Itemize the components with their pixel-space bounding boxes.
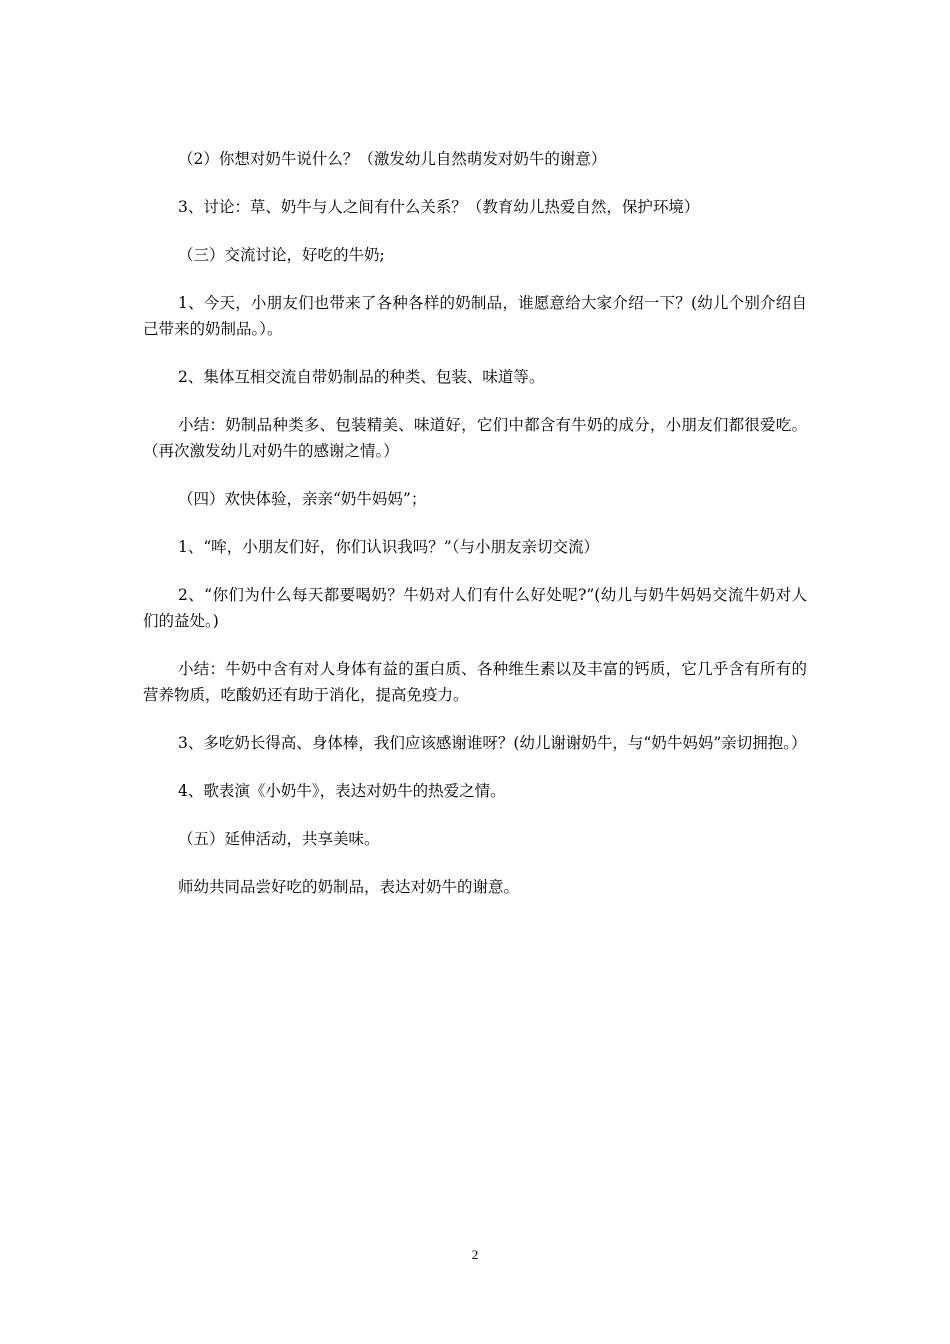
paragraph-item-4: 4、歌表演《小奶牛》，表达对奶牛的热爱之情。 xyxy=(178,782,506,800)
section-heading-5: （五）延伸活动，共享美味。 xyxy=(178,830,380,848)
paragraph-closing: 师幼共同品尝好吃的奶制品，表达对奶牛的谢意。 xyxy=(178,878,520,896)
paragraph-item-1b: 1、“哞，小朋友们好，你们认识我吗？”（与小朋友亲切交流） xyxy=(178,538,599,556)
paragraph-question-2: （2）你想对奶牛说什么？（激发幼儿自然萌发对奶牛的谢意） xyxy=(178,150,607,168)
paragraph-summary-1: 小结：奶制品种类多、包装精美、味道好，它们中都含有牛奶的成分，小朋友们都很爱吃。（再次激发幼儿对奶牛的感谢之情。） xyxy=(143,416,807,460)
section-heading-4: （四）欢快体验，亲亲“奶牛妈妈”； xyxy=(178,490,427,508)
page-number: 2 xyxy=(471,1247,479,1262)
paragraph-item-1: 1、今天，小朋友们也带来了各种各样的奶制品，谁愿意给大家介绍一下？(幼儿个别介绍自己带来的奶制品。）。 xyxy=(143,294,807,338)
paragraph-discussion-3: 3、讨论：草、奶牛与人之间有什么关系？（教育幼儿热爱自然，保护环境） xyxy=(178,198,700,216)
document-body xyxy=(143,146,807,922)
section-heading-3: （三）交流讨论，好吃的牛奶; xyxy=(178,246,385,264)
paragraph-item-3: 3、多吃奶长得高、身体棒，我们应该感谢谁呀？(幼儿谢谢奶牛，与“奶牛妈妈”亲切拥抱。） xyxy=(178,734,807,752)
paragraph-summary-2: 小结：牛奶中含有对人身体有益的蛋白质、各种维生素以及丰富的钙质，它几乎含有所有的营养物质，吃酸奶还有助于消化，提高免疫力。 xyxy=(143,660,807,704)
paragraph-item-2: 2、集体互相交流自带奶制品的种类、包装、味道等。 xyxy=(178,368,545,386)
paragraph-item-2b: 2、“你们为什么每天都要喝奶？牛奶对人们有什么好处呢?”(幼儿与奶牛妈妈交流牛奶对人们的益处。) xyxy=(143,586,807,630)
